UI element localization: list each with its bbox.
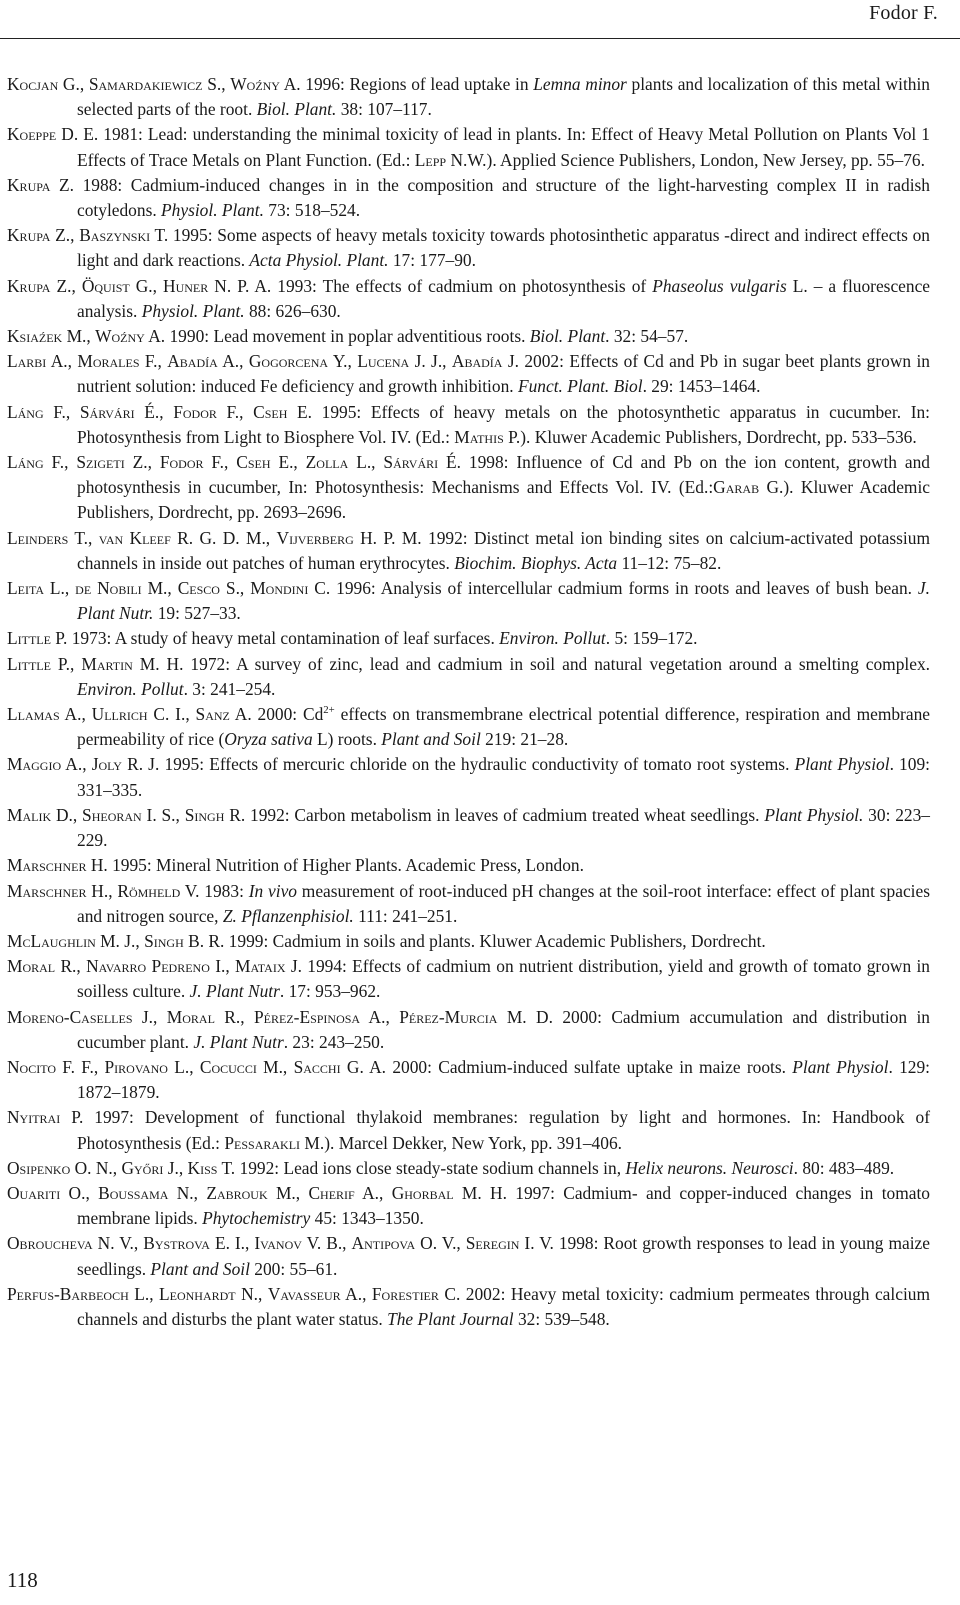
author-surname: de Nobili xyxy=(75,578,142,599)
author-surname: Zabrouk xyxy=(206,1182,268,1203)
reference-text: M., xyxy=(256,1056,294,1077)
reference-text: D. E. 1981: Lead: understanding the minimal toxicity of lead in plants. In: Effect of Heavy Metal Pollution on Plants Vol 1 Effects of Trace Metals on Plant Function. (Ed.: xyxy=(56,124,930,170)
italic-text: Environ. Pollut xyxy=(499,628,606,649)
reference-text: G. A. 2000: Cadmium-induced sulfate uptake in maize roots. xyxy=(340,1056,793,1077)
reference-text: P. 1973: A study of heavy metal contamination of leaf surfaces. xyxy=(50,628,500,649)
author-surname: Fodor xyxy=(173,401,217,422)
author-surname: Cocucci xyxy=(199,1056,257,1077)
reference-text: 73: 518–524. xyxy=(263,200,361,221)
reference-text: T. 1995: Some aspects of heavy metals toxicity towards photosinthetic apparatus -direct and indirect effects on light and dark reactions. xyxy=(77,225,931,271)
author-surname: Samardakiewicz xyxy=(88,74,203,94)
reference-text: A., xyxy=(360,1006,400,1027)
reference-text: C. 2002: Heavy metal toxicity: cadmium permeates through calcium channels and disturbs the plant water status. xyxy=(77,1283,931,1329)
reference-text: 219: 21–28. xyxy=(480,729,569,750)
reference-list xyxy=(7,72,930,1332)
reference-text: P., xyxy=(50,653,82,674)
reference-text: B. R. 1999: Cadmium in soils and plants. Kluwer Academic Publishers, Dordrecht. xyxy=(183,930,766,951)
author-surname: Ksiaźek xyxy=(7,326,63,347)
reference-text: O. N., xyxy=(70,1157,122,1178)
author-surname: Pérez-Murcia xyxy=(399,1006,498,1027)
reference-text: R. G. D. M., xyxy=(170,527,277,548)
reference-text: A. 1990: Lead movement in poplar adventitious roots. xyxy=(144,326,530,347)
author-surname: Sárvári xyxy=(79,401,135,422)
reference-text: P. 1997: Development of functional thylakoid membranes: regulation by light and hormones. In: Handbook of Photosynthesis (Ed.: xyxy=(60,1107,930,1153)
author-surname: Forestier xyxy=(371,1283,439,1304)
reference-text: F., xyxy=(43,401,80,422)
reference-text: L., xyxy=(167,1056,200,1077)
author-surname: Krupa xyxy=(7,225,51,246)
reference-text: E. 1995: Effects of heavy metals on the photosynthetic apparatus in cucumber. In: Photosynthesis from Light to Biosphere Vol. IV. (Ed.: xyxy=(77,401,931,447)
reference-entry xyxy=(7,929,930,954)
reference-text: F., xyxy=(43,452,77,473)
reference-entry xyxy=(7,576,930,626)
reference-text: G., xyxy=(58,74,89,94)
italic-text: Acta Physiol. Plant. xyxy=(249,250,389,271)
author-surname: Nyitrai xyxy=(7,1107,61,1128)
reference-text: 111: 241–251. xyxy=(353,905,458,926)
reference-entry xyxy=(7,752,930,802)
author-surname: Malik xyxy=(7,804,52,825)
author-surname: Huner xyxy=(163,275,209,296)
reference-text: D., xyxy=(51,804,83,825)
author-surname: Moral xyxy=(7,956,56,977)
reference-text: L. – a fluorescence analysis. xyxy=(77,275,931,321)
reference-text: Z., xyxy=(50,225,80,246)
author-surname: Lucena xyxy=(357,351,410,372)
italic-text: Plant and Soil xyxy=(150,1258,250,1279)
reference-text: A., xyxy=(61,754,92,775)
author-surname: Larbi xyxy=(7,351,47,372)
author-surname: Perfus-Barbeoch xyxy=(7,1283,129,1304)
reference-text: N., xyxy=(168,1182,207,1203)
author-surname: Fodor xyxy=(159,452,204,473)
italic-text: In vivo xyxy=(248,880,297,901)
reference-text: I. S., xyxy=(141,804,185,825)
author-surname: Vijverberg xyxy=(276,527,354,548)
reference-text: S., xyxy=(202,74,231,94)
reference-text: . 29: 1453–1464. xyxy=(642,376,761,397)
author-surname: Sanz xyxy=(195,704,230,725)
reference-text: A., xyxy=(217,351,249,372)
italic-text: J. Plant Nutr xyxy=(189,981,280,1002)
author-surname: Marschner xyxy=(7,880,87,901)
running-head: Fodor F. xyxy=(869,2,938,24)
reference-text: L., xyxy=(348,452,384,473)
reference-entry xyxy=(7,223,930,273)
author-surname: Singh xyxy=(144,930,184,951)
reference-text: A., xyxy=(59,704,92,725)
author-surname: Szigeti xyxy=(76,452,125,473)
reference-text: A. 2000: Cd xyxy=(229,704,324,725)
author-surname: Cseh xyxy=(236,452,271,473)
reference-entry xyxy=(7,1231,930,1281)
author-surname: Leonhardt xyxy=(159,1283,236,1304)
reference-text: N.W.). Applied Science Publishers, London, New Jersey, pp. 55–76. xyxy=(446,149,925,170)
italic-text: J. Plant Nutr xyxy=(193,1031,284,1052)
italic-text: Biol. Plant. xyxy=(256,99,337,120)
author-surname: Pessarakli xyxy=(224,1132,301,1153)
reference-entry xyxy=(7,1156,930,1181)
author-surname: Antipova xyxy=(351,1233,416,1254)
superscript: 2+ xyxy=(323,704,335,717)
reference-text: R. J. 1995: Effects of mercuric chloride on the hydraulic conductivity of tomato root systems. xyxy=(121,754,795,775)
reference-entry xyxy=(7,1005,930,1055)
reference-text: M.). Marcel Dekker, New York, pp. 391–406. xyxy=(300,1132,622,1153)
author-surname: Öquist xyxy=(81,275,130,296)
reference-entry xyxy=(7,1105,930,1155)
italic-text: Physiol. Plant. xyxy=(141,300,245,321)
italic-text: Plant Physiol xyxy=(794,754,890,775)
author-surname: Joly xyxy=(91,754,122,775)
reference-text: 11–12: 75–82. xyxy=(617,552,722,573)
reference-entry xyxy=(7,626,930,651)
reference-entry xyxy=(7,526,930,576)
reference-text: I., xyxy=(209,956,235,977)
reference-entry xyxy=(7,1181,930,1231)
italic-text: Z. Pflanzenphisiol. xyxy=(222,905,354,926)
reference-text: É., xyxy=(134,401,174,422)
italic-text: Phaseolus vulgaris xyxy=(652,275,787,296)
reference-entry xyxy=(7,274,930,324)
author-surname: Győri xyxy=(121,1157,164,1178)
reference-text: F., xyxy=(216,401,254,422)
reference-text: R. 1992: Carbon metabolism in leaves of cadmium treated wheat seedlings. xyxy=(224,804,765,825)
author-surname: Leinders xyxy=(7,527,69,548)
author-surname: Boussama xyxy=(98,1182,169,1203)
author-surname: Cherif xyxy=(308,1182,355,1203)
reference-entry xyxy=(7,853,930,878)
reference-entry xyxy=(7,173,930,223)
reference-text: M. H. 1972: A survey of zinc, lead and cadmium in soil and natural vegetation around a smelting complex. xyxy=(132,653,930,674)
reference-text: V. 1983: xyxy=(180,880,249,901)
author-surname: Woźny xyxy=(95,326,145,347)
author-surname: Osipenko xyxy=(7,1157,71,1178)
reference-text: Z., xyxy=(124,452,160,473)
reference-text: I. V. 1998: Root growth responses to lead in young maize seedlings. xyxy=(77,1233,930,1279)
reference-text: 200: 55–61. xyxy=(249,1258,338,1279)
reference-text: M., xyxy=(141,578,178,599)
reference-text: . 23: 243–250. xyxy=(283,1031,385,1052)
reference-entry xyxy=(7,349,930,399)
reference-entry xyxy=(7,122,930,172)
reference-entry xyxy=(7,324,930,349)
reference-text: . 5: 159–172. xyxy=(605,628,698,649)
author-surname: Cesco xyxy=(177,578,220,599)
reference-text: Z., xyxy=(50,275,82,296)
reference-entry xyxy=(7,400,930,450)
author-surname: Maggio xyxy=(7,754,62,775)
reference-text: 30: 223–229. xyxy=(77,804,931,851)
reference-text: G.). Kluwer Academic Publishers, Dordrecht, pp. 2693–2696. xyxy=(77,477,930,523)
reference-text: A. 1996: Regions of lead uptake in xyxy=(279,74,534,94)
author-surname: Zolla xyxy=(305,452,349,473)
italic-text: Plant Physiol xyxy=(792,1056,889,1077)
author-surname: Römheld xyxy=(117,880,181,901)
reference-text: R., xyxy=(214,1006,254,1027)
italic-text: Physiol. Plant. xyxy=(161,200,264,221)
author-surname: Koeppe xyxy=(7,124,57,145)
author-surname: Ouariti xyxy=(7,1182,61,1203)
author-surname: Morales xyxy=(77,351,140,372)
reference-text: 32: 539–548. xyxy=(513,1308,610,1329)
reference-text: A., xyxy=(354,1182,392,1203)
reference-text: L., xyxy=(128,1283,160,1304)
reference-text: G., xyxy=(129,275,164,296)
author-surname: Mathis xyxy=(454,426,504,447)
reference-text: J. J., xyxy=(409,351,452,372)
author-surname: Moral xyxy=(166,1006,215,1027)
author-surname: Llamas xyxy=(7,704,60,725)
author-surname: Láng xyxy=(7,452,44,473)
reference-text: O. V., xyxy=(415,1233,466,1254)
reference-text: A., xyxy=(46,351,78,372)
reference-text: M., xyxy=(62,326,96,347)
reference-text: 45: 1343–1350. xyxy=(310,1208,424,1229)
author-surname: Navarro Pedreno xyxy=(86,956,210,977)
italic-text: Biochim. Biophys. Acta xyxy=(454,552,618,573)
reference-text: Y., xyxy=(328,351,358,372)
author-surname: Krupa xyxy=(7,275,51,296)
author-surname: Mondini xyxy=(250,578,309,599)
reference-text: . 80: 483–489. xyxy=(793,1157,895,1178)
reference-text: J., xyxy=(163,1157,188,1178)
author-surname: Obroucheva xyxy=(7,1233,93,1254)
reference-text: Z. 1988: Cadmium-induced changes in in the composition and structure of the light-harvesting complex II in radish cotyledons. xyxy=(50,174,930,221)
reference-text: R., xyxy=(55,956,87,977)
reference-text: measurement of root-induced pH changes at the soil-root interface: effect of plant spacies and nitrogen source, xyxy=(77,880,930,926)
italic-text: The Plant Journal xyxy=(387,1308,514,1329)
author-surname: Singh xyxy=(184,804,225,825)
author-surname: Kiss xyxy=(187,1157,218,1178)
reference-text: V. B., xyxy=(301,1233,352,1254)
author-surname: Mataix xyxy=(235,956,286,977)
reference-text: E., xyxy=(270,452,306,473)
reference-text: N., xyxy=(235,1283,268,1304)
author-surname: Abadía xyxy=(451,351,503,372)
reference-text: 19: 527–33. xyxy=(153,603,241,624)
author-surname: Vavasseur xyxy=(267,1283,341,1304)
author-surname: Abadía xyxy=(167,351,218,372)
reference-entry xyxy=(7,450,930,526)
reference-text: 38: 107–117. xyxy=(336,99,432,120)
author-surname: Ghorbal xyxy=(391,1182,454,1203)
author-surname: Ullrich xyxy=(91,704,148,725)
reference-text: J. 2002: Effects of Cd and Pb in sugar beet plants grown in nutrient solution: induced Fe deficiency and growth inhibition. xyxy=(77,351,930,397)
reference-text: H., xyxy=(86,880,118,901)
author-surname: Marschner xyxy=(7,855,87,876)
reference-text: S., xyxy=(219,578,251,599)
reference-text: A., xyxy=(340,1283,372,1304)
reference-text: N. V., xyxy=(92,1233,144,1254)
author-surname: Leita xyxy=(7,578,44,599)
reference-entry xyxy=(7,803,930,853)
author-surname: Kocjan xyxy=(7,74,59,94)
reference-text: H. 1995: Mineral Nutrition of Higher Plants. Academic Press, London. xyxy=(86,855,584,876)
author-surname: Seregin xyxy=(465,1233,520,1254)
reference-text: L) roots. xyxy=(312,729,382,750)
reference-text: effects on transmembrane electrical potential difference, respiration and membrane permeability of rice ( xyxy=(77,704,930,750)
reference-text: plants and localization of this metal within selected parts of the root. xyxy=(77,74,930,120)
reference-text: F. F., xyxy=(56,1056,105,1077)
italic-text: J. Plant Nutr. xyxy=(77,578,930,624)
italic-text: Plant and Soil xyxy=(381,729,481,750)
author-surname: Woźny xyxy=(230,74,280,94)
reference-text: . 109: 331–335. xyxy=(77,754,930,800)
reference-text: . 3: 241–254. xyxy=(183,678,276,699)
author-surname: Ivanov xyxy=(254,1233,302,1254)
author-surname: Baszynski xyxy=(79,225,151,246)
reference-text: F., xyxy=(203,452,237,473)
author-surname: Sacchi xyxy=(293,1056,341,1077)
author-surname: Cseh xyxy=(253,401,288,422)
reference-entry xyxy=(7,1055,930,1105)
reference-text: 88: 626–630. xyxy=(244,300,341,321)
italic-text: Phytochemistry xyxy=(202,1208,311,1229)
author-surname: Little xyxy=(7,653,51,674)
reference-text: É. 1998: Influence of Cd and Pb on the ion content, growth and photosynthesis in cucumber, In: Photosynthesis: Mechanisms and Effects Vol. IV. (Ed.: xyxy=(77,452,931,498)
author-surname: Krupa xyxy=(7,174,51,195)
author-surname: Bystrova xyxy=(143,1233,210,1254)
header-rule xyxy=(0,38,960,39)
reference-entry xyxy=(7,72,930,122)
reference-text: O., xyxy=(60,1182,99,1203)
reference-entry xyxy=(7,1282,930,1332)
reference-text: . 17: 953–962. xyxy=(279,981,381,1002)
reference-text: N. P. A. 1993: The effects of cadmium on photosynthesis of xyxy=(208,275,653,296)
reference-text: C. 1996: Analysis of intercellular cadmium forms in roots and leaves of bush bean. xyxy=(308,578,918,599)
reference-text: M. H. 1997: Cadmium- and copper-induced changes in tomato membrane lipids. xyxy=(77,1182,931,1229)
author-surname: Moreno-Caselles xyxy=(7,1006,133,1027)
italic-text: Helix neurons. Neurosci xyxy=(625,1157,794,1178)
reference-entry xyxy=(7,879,930,929)
reference-text: H. P. M. 1992: Distinct metal ion binding sites on calcium-activated potassium channels in inside out patches of human erythrocytes. xyxy=(77,527,930,573)
author-surname: Sheoran xyxy=(82,804,142,825)
reference-text: 17: 177–90. xyxy=(388,250,476,271)
italic-text: Biol. Plant xyxy=(529,326,606,347)
reference-text: L., xyxy=(43,578,76,599)
italic-text: Plant Physiol. xyxy=(764,804,864,825)
reference-text: J. 1994: Effects of cadmium on nutrient distribution, yield and growth of tomato grown in soilless culture. xyxy=(77,956,931,1002)
italic-text: Funct. Plant. Biol xyxy=(517,376,643,397)
reference-text: T. 1992: Lead ions close steady-state sodium channels in, xyxy=(217,1157,626,1178)
author-surname: Nocito xyxy=(7,1056,57,1077)
author-surname: Garab xyxy=(713,477,760,498)
author-surname: Sárvári xyxy=(383,452,439,473)
author-surname: Pirovano xyxy=(104,1056,168,1077)
reference-entry xyxy=(7,702,930,752)
author-surname: Gogorcena xyxy=(248,351,329,372)
reference-text: M., xyxy=(267,1182,309,1203)
italic-text: Oryza sativa xyxy=(224,729,313,750)
author-surname: Lepp xyxy=(414,149,447,170)
reference-text: M. J., xyxy=(95,930,145,951)
reference-entry xyxy=(7,652,930,702)
author-surname: Martin xyxy=(81,653,133,674)
reference-text: C. I., xyxy=(147,704,196,725)
author-surname: van Kleef xyxy=(98,527,171,548)
reference-text: . 129: 1872–1879. xyxy=(77,1056,930,1103)
italic-text: Lemna minor xyxy=(533,74,627,94)
author-surname: Little xyxy=(7,628,51,649)
reference-text: T., xyxy=(68,527,99,548)
author-surname: McLaughlin xyxy=(7,930,96,951)
reference-text: E. I., xyxy=(209,1233,255,1254)
page-number: 118 xyxy=(7,1568,38,1592)
reference-text: J., xyxy=(132,1006,167,1027)
reference-text: M. D. 2000: Cadmium accumulation and distribution in cucumber plant. xyxy=(77,1006,930,1052)
reference-text: F., xyxy=(139,351,168,372)
author-surname: Láng xyxy=(7,401,44,422)
italic-text: Environ. Pollut xyxy=(77,678,184,699)
reference-entry xyxy=(7,954,930,1004)
reference-text: . 32: 54–57. xyxy=(605,326,689,347)
author-surname: Pérez-Espinosa xyxy=(254,1006,361,1027)
reference-text: P.). Kluwer Academic Publishers, Dordrecht, pp. 533–536. xyxy=(503,426,917,447)
